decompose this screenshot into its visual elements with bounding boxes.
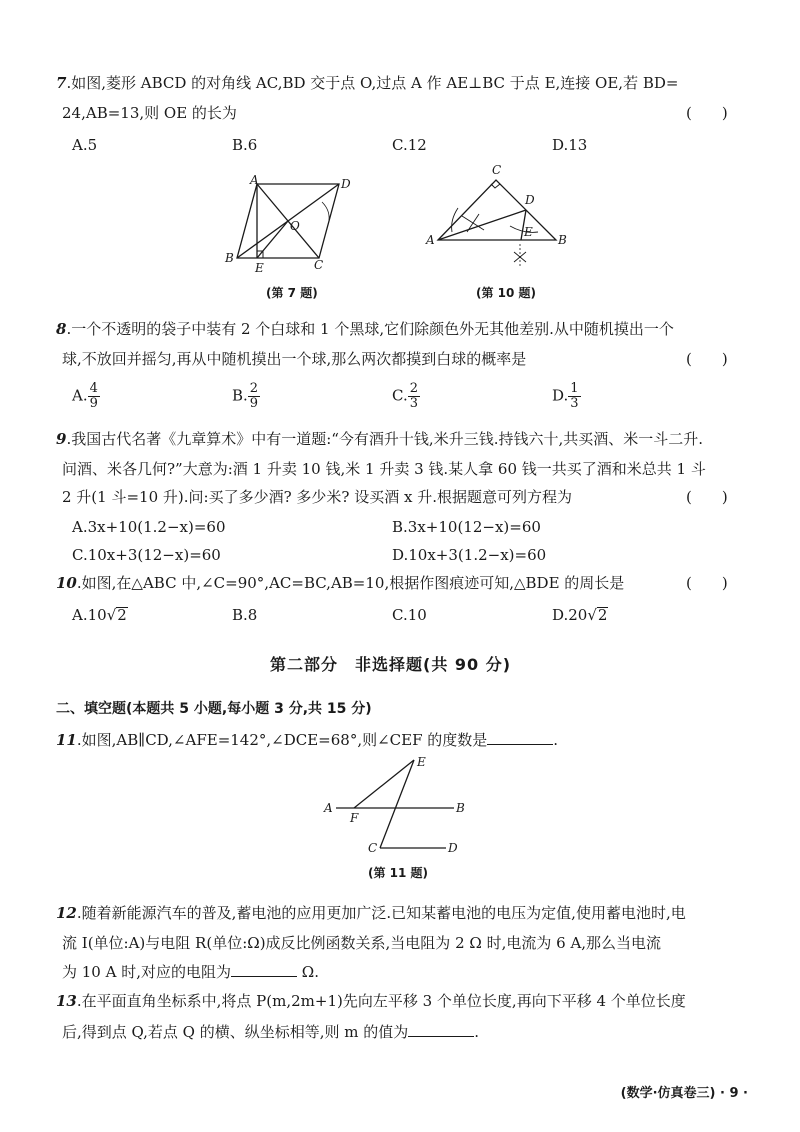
- q9-option-b: B.3x+10(12−x)=60: [392, 518, 541, 536]
- q8-option-d: D. $\frac{1}{3}$: [552, 381, 579, 411]
- q12-line1: 12.随着新能源汽车的普及,蓄电池的应用更加广泛.已知某蓄电池的电压为定值,使用蓄电池时,电: [56, 904, 686, 922]
- q10-label-c: C: [492, 163, 502, 177]
- q8-option-b: B. $\frac{2}{9}$: [232, 381, 259, 411]
- q11-figure-caption: (第 11 题): [368, 866, 429, 880]
- q10-label-e: E: [524, 225, 533, 239]
- q7-figure-caption: (第 7 题): [266, 286, 318, 300]
- page-footer: (数学·仿真卷三) · 9 ·: [620, 1086, 748, 1101]
- figure-q7-rhombus: [222, 170, 362, 280]
- q7-answer-paren: ( ): [686, 104, 728, 122]
- q9-line3: 2 升(1 斗=10 升).问:买了多少酒? 多少米? 设买酒 x 升.根据题意可列方程为: [62, 488, 572, 506]
- figure-q11-parallel: [318, 752, 468, 862]
- q9-option-a: A.3x+10(1.2−x)=60: [72, 518, 226, 536]
- q13-number: 13: [56, 992, 77, 1010]
- q9-option-d: D.10x+3(1.2−x)=60: [392, 546, 547, 564]
- q10-line1: 10.如图,在△ABC 中,∠C=90°,AC=BC,AB=10,根据作图痕迹可知,△BDE 的周长是: [56, 574, 625, 592]
- q7-line2: 24,AB=13,则 OE 的长为: [62, 104, 237, 122]
- q7-option-a: A.5: [72, 136, 98, 154]
- q10-option-d: D.20√2: [552, 606, 608, 624]
- q10-label-d: D: [525, 193, 535, 207]
- q10-number: 10: [56, 574, 77, 592]
- q8-line2: 球,不放回并摇匀,再从中随机摸出一个球,那么两次都摸到白球的概率是: [62, 350, 527, 368]
- q11-label-e: E: [417, 755, 426, 769]
- q10-label-a: A: [426, 233, 435, 247]
- q13-line2: 后,得到点 Q,若点 Q 的横、纵坐标相等,则 m 的值为 .: [62, 1020, 479, 1043]
- q7-label-o: O: [290, 219, 300, 233]
- q10-figure-caption: (第 10 题): [476, 286, 537, 300]
- q9-option-c: C.10x+3(12−x)=60: [72, 546, 221, 564]
- q10-answer-paren: ( ): [686, 574, 728, 592]
- q9-line2: 问酒、米各几何?”大意为:酒 1 升卖 10 钱,米 1 升卖 3 钱.某人拿 60 钱一共买了酒和米总共 1 斗: [62, 460, 706, 478]
- q8-answer-paren: ( ): [686, 350, 728, 368]
- q7-option-b: B.6: [232, 136, 258, 154]
- q11-answer-blank[interactable]: [487, 728, 553, 745]
- q7-option-c: C.12: [392, 136, 427, 154]
- q11-line1: 11.如图,AB∥CD,∠AFE=142°,∠DCE=68°,则∠CEF 的度数是 .: [56, 728, 558, 751]
- q7-number: 7: [56, 74, 67, 92]
- q12-number: 12: [56, 904, 77, 922]
- q8-option-c: C. $\frac{2}{3}$: [392, 381, 418, 411]
- q11-label-b: B: [456, 801, 465, 815]
- q11-label-a: A: [324, 801, 333, 815]
- figure-q10-triangle: [422, 160, 582, 270]
- q9-line1: 9.我国古代名著《九章算术》中有一道题:“今有酒升十钱,米升三钱.持钱六十,共买酒、米一斗二升.: [56, 430, 704, 448]
- q11-label-d: D: [448, 841, 458, 855]
- q10-option-c: C.10: [392, 606, 427, 624]
- q11-label-f: F: [350, 811, 359, 825]
- part2-heading: 第二部分 非选择题(共 90 分): [270, 655, 512, 674]
- q7-label-a: A: [250, 173, 259, 187]
- q11-label-c: C: [368, 841, 378, 855]
- q8-option-a: A. $\frac{4}{9}$: [72, 381, 98, 411]
- q9-answer-paren: ( ): [686, 488, 728, 506]
- q8-line1: 8.一个不透明的袋子中装有 2 个白球和 1 个黑球,它们除颜色外无其他差别.从中随机摸出一个: [56, 320, 674, 338]
- q10-option-b: B.8: [232, 606, 258, 624]
- q7-label-b: B: [225, 251, 234, 265]
- q10-option-a: A.10√2: [72, 606, 127, 624]
- q8-number: 8: [56, 320, 67, 338]
- q7-label-e: E: [255, 261, 264, 275]
- q12-line2: 流 I(单位:A)与电阻 R(单位:Ω)成反比例函数关系,当电阻为 2 Ω 时,电流为 6 A,那么当电流: [62, 934, 662, 952]
- q13-answer-blank[interactable]: [408, 1020, 474, 1037]
- q7-line1: 7.如图,菱形 ABCD 的对角线 AC,BD 交于点 O,过点 A 作 AE⊥BC 于点 E,连接 OE,若 BD=: [56, 74, 679, 92]
- q13-line1: 13.在平面直角坐标系中,将点 P(m,2m+1)先向左平移 3 个单位长度,再向下平移 4 个单位长度: [56, 992, 686, 1010]
- q12-answer-blank[interactable]: [231, 960, 297, 977]
- q7-option-d: D.13: [552, 136, 588, 154]
- q11-number: 11: [56, 731, 77, 749]
- q9-number: 9: [56, 430, 67, 448]
- section2-heading: 二、填空题(本题共 5 小题,每小题 3 分,共 15 分): [56, 701, 372, 717]
- q10-label-b: B: [558, 233, 567, 247]
- q12-line3: 为 10 A 时,对应的电阻为 Ω.: [62, 960, 319, 983]
- q7-label-c: C: [314, 258, 324, 272]
- q7-label-d: D: [341, 177, 351, 191]
